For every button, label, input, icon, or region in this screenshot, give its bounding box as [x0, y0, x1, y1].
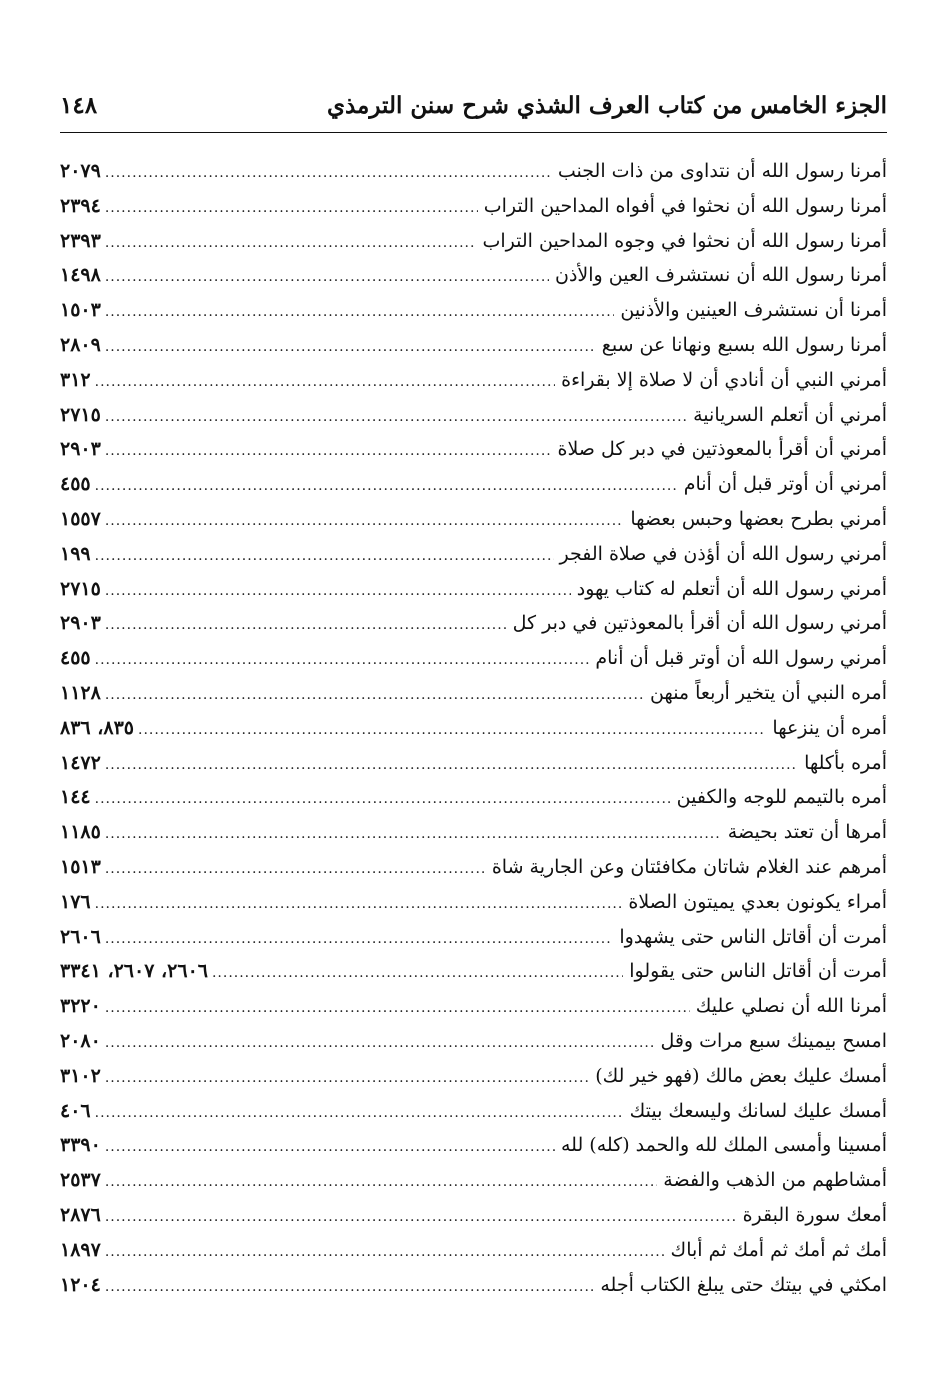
- entry-text: أمرنا رسول الله أن نتداوى من ذات الجنب: [557, 160, 887, 182]
- dot-leader: [95, 643, 590, 678]
- index-entry: [60, 189, 887, 224]
- entry-text: أمرني النبي أن أنادي أن لا صلاة إلا بقراءة: [561, 368, 887, 391]
- entry-text: أمرني أن أقرأ بالمعوذتين في دبر كل صلاة: [557, 438, 887, 461]
- entry-text: أمشاطهم من الذهب والفضة: [663, 1169, 887, 1192]
- entry-text: أمرني رسول الله أن أقرأ بالمعوذتين في دبر كل: [512, 612, 887, 635]
- index-entry: [60, 1163, 887, 1198]
- entry-reference-number: ١٧٦: [60, 890, 91, 913]
- entry-reference-number: ٢٧١٥: [60, 403, 101, 426]
- entry-text: أمرنا رسول الله أن نحثوا في وجوه المداحين التراب: [482, 229, 887, 252]
- entry-reference-number: ١٥٥٧: [60, 507, 101, 530]
- dot-leader: [105, 156, 552, 191]
- entry-text: أمعك سورة البقرة: [742, 1203, 887, 1226]
- entry-reference-number: ١٩٩: [60, 542, 91, 565]
- entry-text: أمك ثم أمك ثم أمك ثم أباك: [670, 1238, 887, 1261]
- index-entry: [60, 224, 887, 259]
- index-entry: [60, 1268, 887, 1303]
- dot-leader: [105, 295, 615, 330]
- index-entry: [60, 815, 887, 850]
- entry-text: أمرني رسول الله أن أتعلم له كتاب يهود: [576, 577, 887, 600]
- entry-reference-number: ١٤٧٢: [60, 751, 101, 774]
- entry-reference-number: ٤٥٥: [60, 473, 91, 496]
- entry-text: أمراء يكونون بعدي يميتون الصلاة: [628, 890, 887, 913]
- running-title: الجزء الخامس من كتاب العرف الشذي شرح سنن الترمذي: [326, 92, 887, 119]
- dot-leader: [95, 782, 671, 817]
- entry-text: أمرت أن أقاتل الناس حتى يقولوا: [629, 960, 887, 983]
- entry-reference-number: ٣٢٢٠: [60, 995, 101, 1018]
- index-entry: [60, 641, 887, 676]
- dot-leader: [105, 817, 722, 852]
- entry-reference-number: ١٥١٣: [60, 855, 101, 878]
- dot-leader: [105, 748, 798, 783]
- index-entry: [60, 885, 887, 920]
- entry-text: أمرت أن أقاتل الناس حتى يشهدوا: [619, 925, 887, 948]
- entry-text: أمرنا رسول الله أن نستشرف العين والأذن: [555, 264, 887, 287]
- entry-text: أمرني أن أتعلم السريانية: [693, 403, 887, 426]
- index-entry: [60, 363, 887, 398]
- dot-leader: [105, 1165, 657, 1200]
- index-entry: [60, 293, 887, 328]
- entry-reference-number: ١١٢٨: [60, 681, 101, 704]
- entry-reference-number: ٢٨٠٩: [60, 333, 101, 356]
- dot-leader: [95, 365, 556, 400]
- dot-leader: [138, 713, 766, 748]
- entry-reference-number: ٤٥٥: [60, 647, 91, 670]
- dot-leader: [105, 191, 478, 226]
- entry-text: أمرني رسول الله أن أوتر قبل أن أنام: [595, 647, 887, 670]
- entry-reference-number: ٣١٢: [60, 368, 91, 391]
- index-entry: [60, 502, 887, 537]
- entry-reference-number: ١٥٠٣: [60, 299, 101, 322]
- entry-reference-number: ٢٧١٥: [60, 577, 101, 600]
- entry-reference-number: ١٤٩٨: [60, 264, 101, 287]
- dot-leader: [105, 574, 571, 609]
- entry-reference-number: ٢٠٨٠: [60, 1029, 101, 1052]
- entry-text: أمرنا رسول الله أن نحثوا في أفواه المداحين التراب: [483, 194, 887, 217]
- dot-leader: [105, 678, 644, 713]
- dot-leader: [95, 887, 623, 922]
- page-number: ١٤٨: [60, 92, 98, 119]
- index-entry: [60, 328, 887, 363]
- dot-leader: [105, 504, 624, 539]
- index-entry: [60, 1024, 887, 1059]
- entry-text: أمسك عليك بعض مالك (فهو خير لك): [595, 1064, 887, 1087]
- index-entry: [60, 746, 887, 781]
- index-entry: [60, 572, 887, 607]
- index-entry: [60, 711, 887, 746]
- dot-leader: [105, 1270, 595, 1305]
- index-entry: [60, 920, 887, 955]
- entry-text: أمرني بطرح بعضها وحبس بعضها: [630, 507, 887, 530]
- dot-leader: [105, 991, 690, 1026]
- dot-leader: [105, 226, 477, 261]
- entry-reference-number: ٣٣٩٠: [60, 1134, 101, 1157]
- entry-text: امسح بيمينك سبع مرات وقل: [660, 1029, 887, 1052]
- dot-leader: [105, 1026, 655, 1061]
- index-entry: [60, 432, 887, 467]
- entry-reference-number: ١٢٠٤: [60, 1273, 101, 1296]
- index-entry: [60, 676, 887, 711]
- entry-reference-number: ٢٩٠٣: [60, 612, 101, 635]
- dot-leader: [105, 400, 687, 435]
- hadith-index-list: [60, 154, 887, 1302]
- dot-leader: [105, 608, 507, 643]
- entry-text: أمره أن ينزعها: [772, 716, 887, 739]
- entry-reference-number: ٢٨٧٦: [60, 1203, 101, 1226]
- index-entry: [60, 154, 887, 189]
- entry-text: أمره النبي أن يتخير أربعاً منهن: [649, 681, 887, 704]
- dot-leader: [105, 434, 552, 469]
- entry-text: أمسك عليك لسانك وليسعك بيتك: [629, 1099, 887, 1122]
- dot-leader: [105, 1061, 589, 1096]
- entry-text: أمره بالتيمم للوجه والكفين: [676, 786, 887, 809]
- dot-leader: [95, 539, 554, 574]
- dot-leader: [105, 922, 614, 957]
- entry-reference-number: ٨٣٥، ٨٣٦: [60, 716, 134, 739]
- page-header: [60, 88, 887, 133]
- dot-leader: [105, 1235, 665, 1270]
- entry-reference-number: ٢٦٠٦: [60, 925, 101, 948]
- entry-text: أمسينا وأمسى الملك لله والحمد (كله) لله: [560, 1134, 887, 1157]
- entry-reference-number: ٢٩٠٣: [60, 438, 101, 461]
- entry-reference-number: ٢٦٠٦، ٢٦٠٧، ٣٣٤١: [60, 960, 208, 983]
- dot-leader: [212, 956, 623, 991]
- index-entry: [60, 467, 887, 502]
- index-entry: [60, 989, 887, 1024]
- entry-text: أمرنا رسول الله بسبع ونهانا عن سبع: [601, 333, 887, 356]
- entry-text: امكثي في بيتك حتى يبلغ الكتاب أجله: [600, 1273, 887, 1296]
- entry-reference-number: ٢٣٩٤: [60, 194, 101, 217]
- index-entry: [60, 850, 887, 885]
- entry-text: أمرني أن أوتر قبل أن أنام: [683, 473, 887, 496]
- index-entry: [60, 1094, 887, 1129]
- index-entry: [60, 606, 887, 641]
- entry-text: أمرني رسول الله أن أؤذن في صلاة الفجر: [559, 542, 887, 565]
- index-entry: [60, 537, 887, 572]
- entry-reference-number: ١٤٤: [60, 786, 91, 809]
- entry-text: أمرنا أن نستشرف العينين والأذنين: [620, 299, 887, 322]
- entry-text: أمرنا الله أن نصلي عليك: [695, 995, 887, 1018]
- dot-leader: [95, 1096, 624, 1131]
- index-entry: [60, 1059, 887, 1094]
- entry-text: أمرها أن تعتد بحيضة: [727, 821, 887, 844]
- entry-text: أمره بأكلها: [804, 751, 887, 774]
- index-entry: [60, 258, 887, 293]
- index-entry: [60, 1128, 887, 1163]
- entry-reference-number: ٢٠٧٩: [60, 160, 101, 182]
- entry-reference-number: ٢٥٣٧: [60, 1169, 101, 1192]
- index-entry: [60, 780, 887, 815]
- entry-text: أمرهم عند الغلام شاتان مكافئتان وعن الجارية شاة: [491, 855, 887, 878]
- entry-reference-number: ١١٨٥: [60, 821, 101, 844]
- entry-reference-number: ٤٠٦: [60, 1099, 91, 1122]
- entry-reference-number: ٣١٠٢: [60, 1064, 101, 1087]
- entry-reference-number: ٢٣٩٣: [60, 229, 101, 252]
- dot-leader: [105, 852, 486, 887]
- dot-leader: [95, 469, 678, 504]
- dot-leader: [105, 1130, 555, 1165]
- index-entry: [60, 398, 887, 433]
- entry-reference-number: ١٨٩٧: [60, 1238, 101, 1261]
- dot-leader: [105, 330, 596, 365]
- dot-leader: [105, 260, 549, 295]
- index-entry: [60, 1198, 887, 1233]
- index-entry: [60, 1233, 887, 1268]
- index-entry: [60, 954, 887, 989]
- dot-leader: [105, 1200, 737, 1235]
